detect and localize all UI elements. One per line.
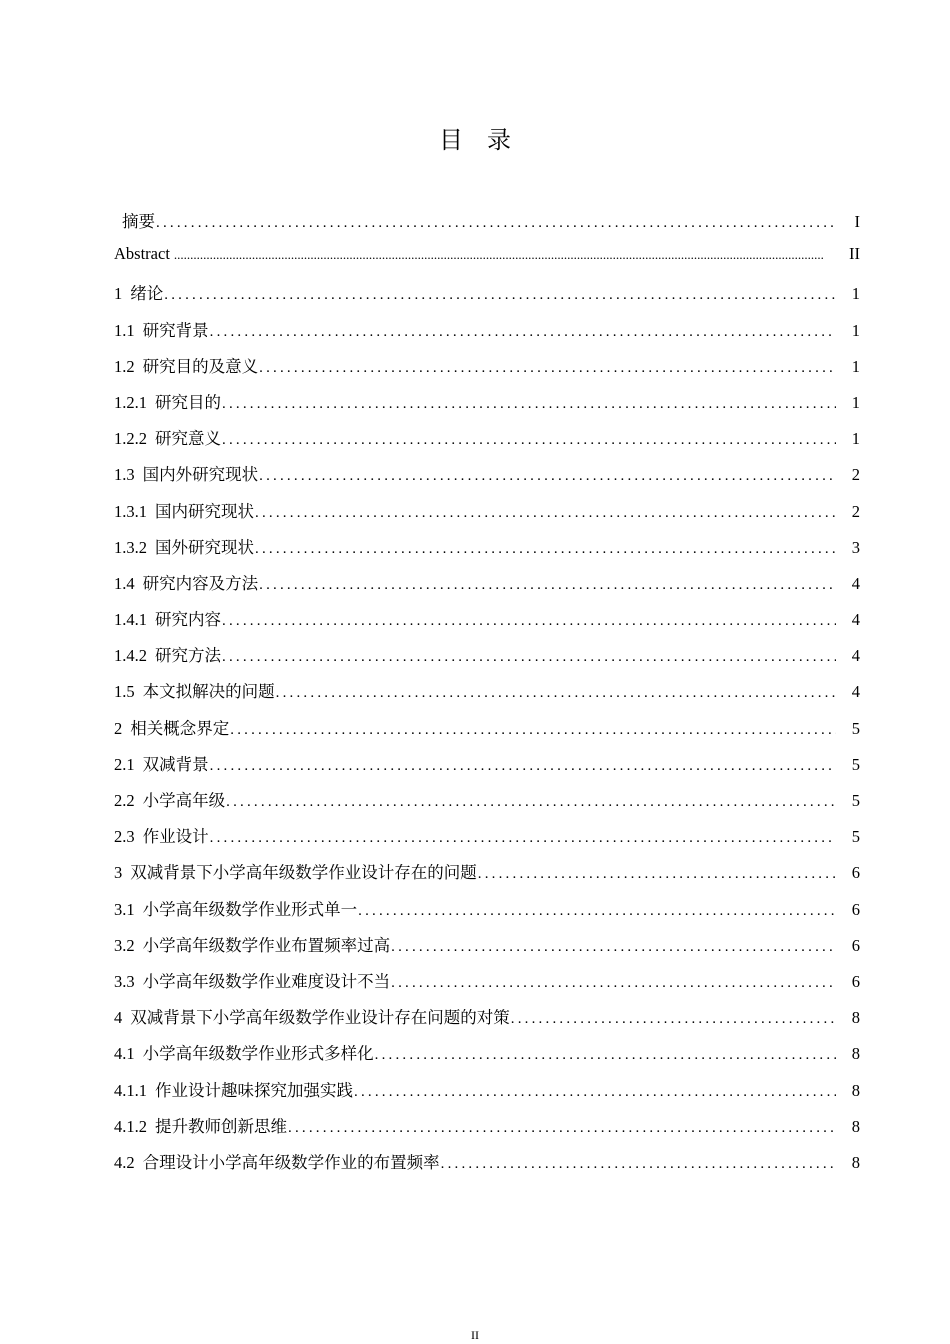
toc-page-number: 6 [851, 899, 860, 919]
toc-number: 1.3 [114, 465, 135, 485]
toc-entry-3-2[interactable] [114, 932, 860, 968]
toc-title: 小学高年级数学作业布置频率过高 [142, 935, 391, 955]
dot-leader [259, 360, 836, 377]
toc-title: 小学高年级数学作业形式多样化 [142, 1044, 374, 1064]
toc-number: 4.2 [114, 1152, 135, 1172]
toc-title: 研究意义 [155, 429, 221, 449]
dot-leader [226, 794, 836, 811]
toc-title: 研究目的 [155, 392, 221, 412]
dot-leader [288, 1120, 836, 1137]
toc-number: 2.3 [114, 827, 135, 847]
toc-page-number: 6 [851, 863, 860, 883]
dot-leader [174, 247, 844, 263]
toc-entry-3-3[interactable] [114, 968, 860, 1004]
toc-number: 1.5 [114, 682, 135, 702]
toc-page-number: 5 [851, 754, 860, 774]
toc-entry-1-1[interactable] [114, 317, 860, 353]
toc-number: 1.3.1 [114, 501, 147, 521]
toc-number: 4.1 [114, 1044, 135, 1064]
toc-title: 小学高年级数学作业形式单一 [142, 899, 358, 919]
toc-entry-2-1[interactable] [114, 751, 860, 787]
toc-number: 4.1.2 [114, 1116, 147, 1136]
dot-leader [210, 830, 836, 847]
toc-page-number: II [849, 244, 860, 264]
toc-entry-1-3-2[interactable] [114, 534, 860, 570]
toc-title: 作业设计 [142, 827, 209, 847]
toc-number: 1.2.1 [114, 392, 147, 412]
dot-leader [230, 722, 836, 739]
dot-leader [259, 577, 836, 594]
toc-page-number: 5 [851, 791, 860, 810]
toc-number: 2 [114, 718, 123, 738]
toc-page-number: 8 [851, 1044, 860, 1064]
toc-title: 研究方法 [155, 646, 221, 666]
toc-title: 双减背景下小学高年级数学作业设计存在问题的对策 [130, 1008, 510, 1028]
toc-entry-1-2-2[interactable] [114, 425, 860, 461]
toc-number: 3.2 [114, 935, 135, 955]
toc-entry-abstract-cn[interactable] [114, 208, 860, 244]
toc-title: 作业设计趣味探究加强实践 [155, 1080, 353, 1100]
toc-page-number: 5 [851, 718, 860, 738]
toc-page-number: 4 [851, 573, 860, 593]
toc-title: 研究内容 [155, 610, 221, 630]
toc-number: 1.3.2 [114, 537, 147, 557]
toc-title: 研究内容及方法 [142, 573, 259, 593]
page-number-footer: II [471, 1328, 479, 1342]
toc-page-number: 8 [851, 1152, 860, 1172]
dot-leader [164, 287, 836, 304]
toc-page-number: 1 [851, 356, 860, 376]
dot-leader [210, 324, 836, 341]
toc-entry-3[interactable] [114, 859, 860, 895]
dot-leader [511, 1011, 836, 1028]
toc-title: 小学高年级数学作业难度设计不当 [142, 971, 391, 991]
toc-entry-3-1[interactable] [114, 896, 860, 932]
toc-number: 4.1.1 [114, 1080, 147, 1100]
toc-number: 2.2 [114, 791, 135, 810]
toc-title: 摘要 [122, 212, 155, 231]
toc-entry-2[interactable] [114, 715, 860, 751]
toc-entry-1-4[interactable] [114, 570, 860, 606]
toc-number: 1 [114, 284, 123, 304]
toc-number: 1.2 [114, 356, 135, 376]
toc-number: 3 [114, 863, 123, 883]
toc-entry-1-3-1[interactable] [114, 498, 860, 534]
dot-leader [276, 685, 836, 702]
toc-entry-abstract-en[interactable] [114, 244, 860, 280]
toc-number: 3.3 [114, 971, 135, 991]
dot-leader [441, 1156, 836, 1173]
toc-title: 研究目的及意义 [142, 356, 259, 376]
toc-entry-1-4-2[interactable] [114, 642, 860, 678]
dot-leader [358, 903, 836, 920]
toc-title: 提升教师创新思维 [155, 1116, 287, 1136]
toc-page-number: 1 [851, 284, 860, 304]
toc-number: 1.4.1 [114, 610, 147, 630]
toc-title: 国内外研究现状 [142, 465, 259, 485]
toc-page-number: 2 [851, 501, 860, 521]
dot-leader [156, 215, 836, 232]
toc-title: 国内研究现状 [155, 501, 254, 521]
toc-page-number: 6 [851, 935, 860, 955]
dot-leader [222, 649, 836, 666]
toc-title: 双减背景 [142, 754, 209, 774]
toc-page-number: 8 [851, 1080, 860, 1100]
toc-title: 小学高年级 [142, 791, 226, 810]
toc-title: 双减背景下小学高年级数学作业设计存在的问题 [130, 863, 477, 883]
toc-entry-1-4-1[interactable] [114, 606, 860, 642]
toc-entry-4[interactable] [114, 1004, 860, 1040]
toc-number: 4 [114, 1008, 123, 1028]
toc-entry-2-2[interactable] [114, 787, 860, 823]
toc-page-number: I [854, 212, 860, 231]
toc-entry-1-2[interactable] [114, 353, 860, 389]
toc-entry-1-2-1[interactable] [114, 389, 860, 425]
table-of-contents [114, 208, 860, 1185]
toc-number: 2.1 [114, 754, 135, 774]
toc-title: Abstract [114, 244, 170, 264]
toc-number: 1.4.2 [114, 646, 147, 666]
toc-number: 1.2.2 [114, 429, 147, 449]
dot-leader [255, 541, 836, 558]
toc-page-number: 1 [851, 320, 860, 340]
dot-leader [478, 866, 836, 883]
toc-entry-4-1-1[interactable] [114, 1077, 860, 1113]
toc-number: 1.4 [114, 573, 135, 593]
toc-page-number: 4 [851, 682, 860, 702]
dot-leader [210, 758, 836, 775]
toc-page-number: 1 [851, 392, 860, 412]
toc-number: 3.1 [114, 899, 135, 919]
toc-page-number: 3 [851, 537, 860, 557]
toc-entry-1-3[interactable] [114, 461, 860, 497]
toc-page-number: 1 [851, 429, 860, 449]
dot-leader [391, 975, 836, 992]
dot-leader [375, 1047, 836, 1064]
toc-title: 研究背景 [142, 320, 209, 340]
toc-page-number: 4 [851, 646, 860, 666]
toc-page-number: 4 [851, 610, 860, 630]
dot-leader [222, 396, 836, 413]
dot-leader [255, 505, 836, 522]
toc-entry-1-5[interactable] [114, 678, 860, 714]
toc-title: 国外研究现状 [155, 537, 254, 557]
dot-leader [354, 1084, 836, 1101]
toc-title: 合理设计小学高年级数学作业的布置频率 [142, 1152, 440, 1172]
toc-page-number: 5 [851, 827, 860, 847]
dot-leader [391, 939, 836, 956]
toc-title: 相关概念界定 [130, 718, 230, 738]
toc-entry-2-3[interactable] [114, 823, 860, 859]
page-title: 目录 [439, 126, 535, 154]
toc-page-number: 2 [851, 465, 860, 485]
toc-entry-4-1[interactable] [114, 1040, 860, 1076]
toc-title: 绪论 [130, 284, 164, 304]
dot-leader [259, 468, 836, 485]
dot-leader [222, 432, 836, 449]
toc-entry-4-2[interactable] [114, 1149, 860, 1185]
toc-entry-1[interactable] [114, 280, 860, 316]
toc-number: 1.1 [114, 320, 135, 340]
toc-page-number: 8 [851, 1116, 860, 1136]
toc-page-number: 6 [851, 971, 860, 991]
toc-entry-4-1-2[interactable] [114, 1113, 860, 1149]
toc-title: 本文拟解决的问题 [142, 682, 275, 702]
toc-page-number: 8 [851, 1008, 860, 1028]
dot-leader [222, 613, 836, 630]
